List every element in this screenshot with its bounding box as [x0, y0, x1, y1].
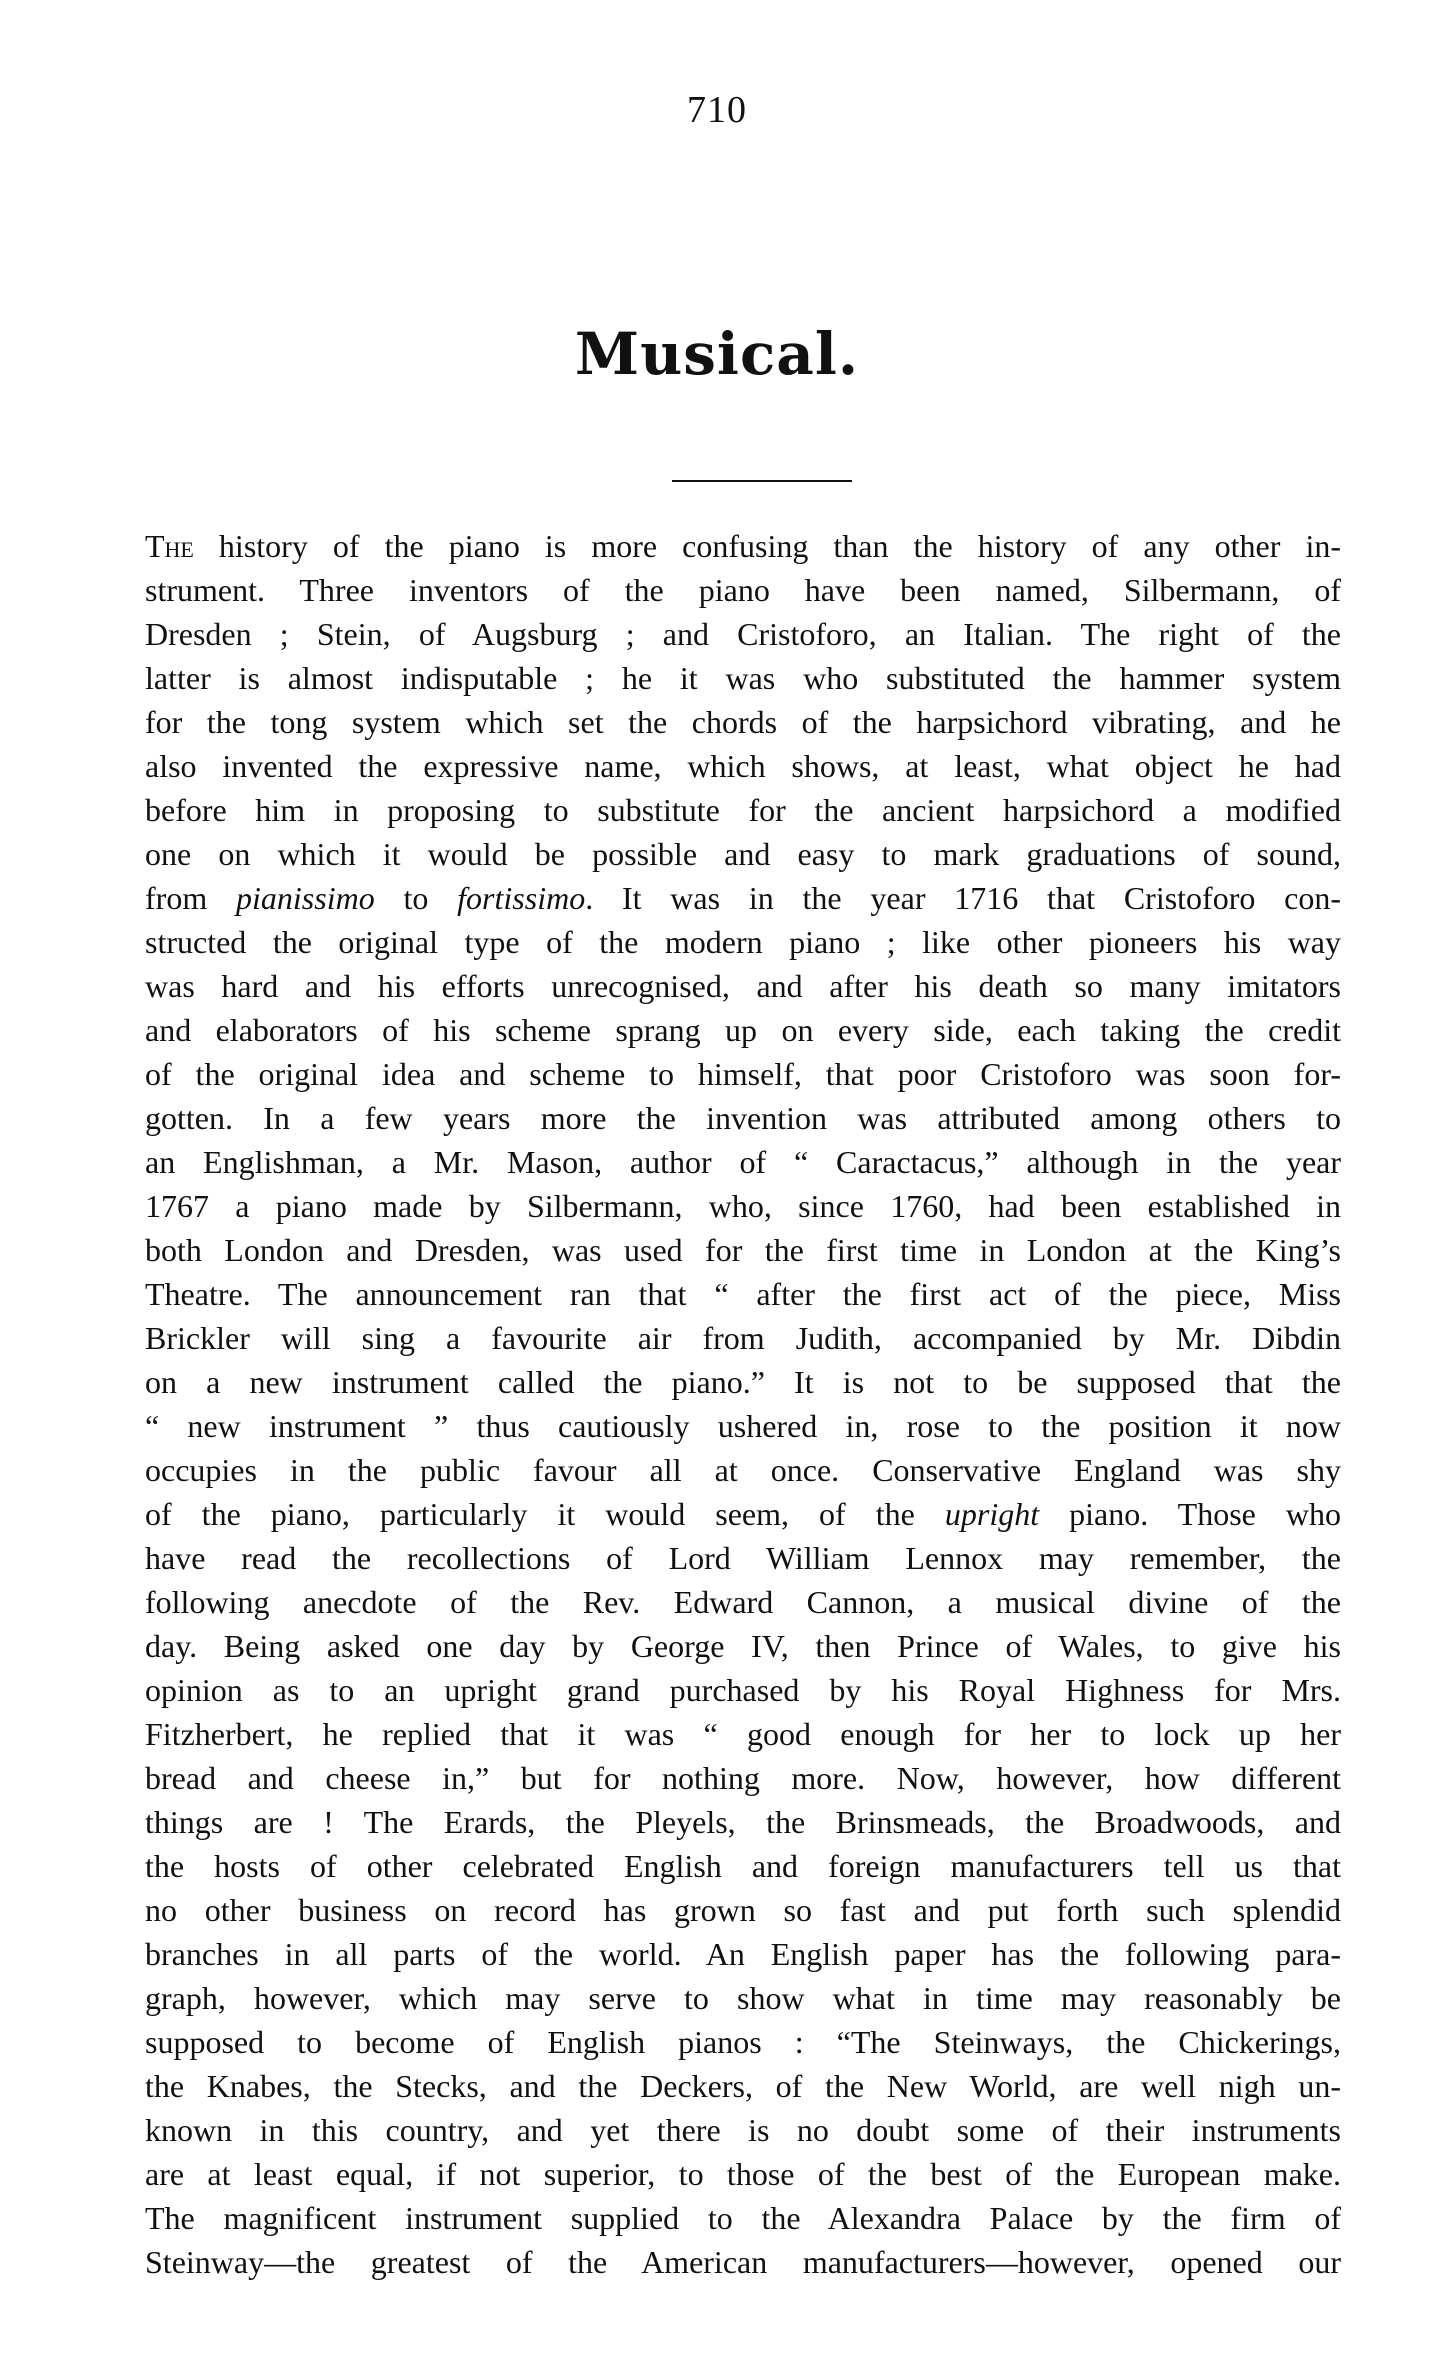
opening-word: The	[145, 528, 194, 564]
text-line: an Englishman, a Mr. Mason, author of “ Caractacus,” although in the year	[145, 1144, 1341, 1180]
heading-rule	[672, 480, 852, 482]
text-line: strument. Three inventors of the piano have been named, Silbermann, of	[145, 572, 1341, 608]
text-line: structed the original type of the modern piano ; like other pioneers his way	[145, 924, 1341, 960]
italic-term-pianissimo: pianissimo	[236, 880, 375, 916]
text-line: both London and Dresden, was used for the first time in London at the King’s	[145, 1232, 1341, 1268]
italic-line-post: . It was in the year 1716 that Cristoforo con-	[585, 880, 1342, 916]
italic-line-mid: to	[374, 880, 458, 916]
text-line: of the original idea and scheme to himself, that poor Cristoforo was soon for-	[145, 1056, 1341, 1092]
text-line: the Knabes, the Stecks, and the Deckers, of the New World, are well nigh un-	[145, 2068, 1341, 2104]
upright-line-post: piano. Those who	[1039, 1496, 1342, 1532]
text-line: bread and cheese in,” but for nothing more. Now, however, how different	[145, 1760, 1341, 1796]
text-line	[145, 1492, 1341, 1536]
text-line: have read the recollections of Lord William Lennox may remember, the	[145, 1540, 1341, 1576]
text-line: also invented the expressive name, which shows, at least, what object he had	[145, 748, 1341, 784]
first-line-text: history of the piano is more confusing than the history of any other in-	[193, 528, 1341, 564]
upright-line-pre: of the piano, particularly it would seem, of the	[145, 1496, 945, 1532]
text-line: gotten. In a few years more the invention was attributed among others to	[145, 1100, 1341, 1136]
text-line: Fitzherbert, he replied that it was “ good enough for her to lock up her	[145, 1716, 1341, 1752]
text-line: graph, however, which may serve to show what in time may reasonably be	[145, 1980, 1341, 2016]
text-line: and elaborators of his scheme sprang up on every side, each taking the credit	[145, 1012, 1341, 1048]
text-line: 1767 a piano made by Silbermann, who, since 1760, had been established in	[145, 1188, 1341, 1224]
text-line: Brickler will sing a favourite air from Judith, accompanied by Mr. Dibdin	[145, 1320, 1341, 1356]
text-line	[145, 524, 1341, 568]
page-number: 710	[687, 89, 747, 131]
text-line: known in this country, and yet there is no doubt some of their instruments	[145, 2112, 1341, 2148]
italic-term-fortissimo: fortissimo	[457, 880, 586, 916]
text-line: before him in proposing to substitute for the ancient harpsichord a modified	[145, 792, 1341, 828]
text-line: occupies in the public favour all at once. Conservative England was shy	[145, 1452, 1341, 1488]
section-heading: Musical.	[574, 320, 860, 388]
text-line	[145, 876, 1341, 920]
text-line: the hosts of other celebrated English and foreign manufacturers tell us that	[145, 1848, 1341, 1884]
text-line: for the tong system which set the chords of the harpsichord vibrating, and he	[145, 704, 1341, 740]
italic-term-upright: upright	[944, 1496, 1040, 1532]
italic-line-pre: from	[145, 880, 236, 916]
text-line: supposed to become of English pianos : “The Steinways, the Chickerings,	[145, 2024, 1341, 2060]
text-line: Steinway—the greatest of the American manufacturers—however, opened our	[145, 2244, 1341, 2280]
text-line: Theatre. The announcement ran that “ after the first act of the piece, Miss	[145, 1276, 1341, 1312]
text-line: was hard and his efforts unrecognised, and after his death so many imitators	[145, 968, 1341, 1004]
text-line: The magnificent instrument supplied to the Alexandra Palace by the firm of	[145, 2200, 1341, 2236]
text-line: one on which it would be possible and easy to mark graduations of sound,	[145, 836, 1341, 872]
text-line: opinion as to an upright grand purchased by his Royal Highness for Mrs.	[145, 1672, 1341, 1708]
article-body	[145, 524, 1341, 2284]
text-line: things are ! The Erards, the Pleyels, the Brinsmeads, the Broadwoods, and	[145, 1804, 1341, 1840]
text-line: day. Being asked one day by George IV, then Prince of Wales, to give his	[145, 1628, 1341, 1664]
text-line: no other business on record has grown so fast and put forth such splendid	[145, 1892, 1341, 1928]
text-line: are at least equal, if not superior, to those of the best of the European make.	[145, 2156, 1341, 2192]
text-line: latter is almost indisputable ; he it was who substituted the hammer system	[145, 660, 1341, 696]
text-line: branches in all parts of the world. An English paper has the following para-	[145, 1936, 1341, 1972]
text-line: following anecdote of the Rev. Edward Cannon, a musical divine of the	[145, 1584, 1341, 1620]
text-line: “ new instrument ” thus cautiously ushered in, rose to the position it now	[145, 1408, 1341, 1444]
text-line: on a new instrument called the piano.” It is not to be supposed that the	[145, 1364, 1341, 1400]
text-line: Dresden ; Stein, of Augsburg ; and Cristoforo, an Italian. The right of the	[145, 616, 1341, 652]
